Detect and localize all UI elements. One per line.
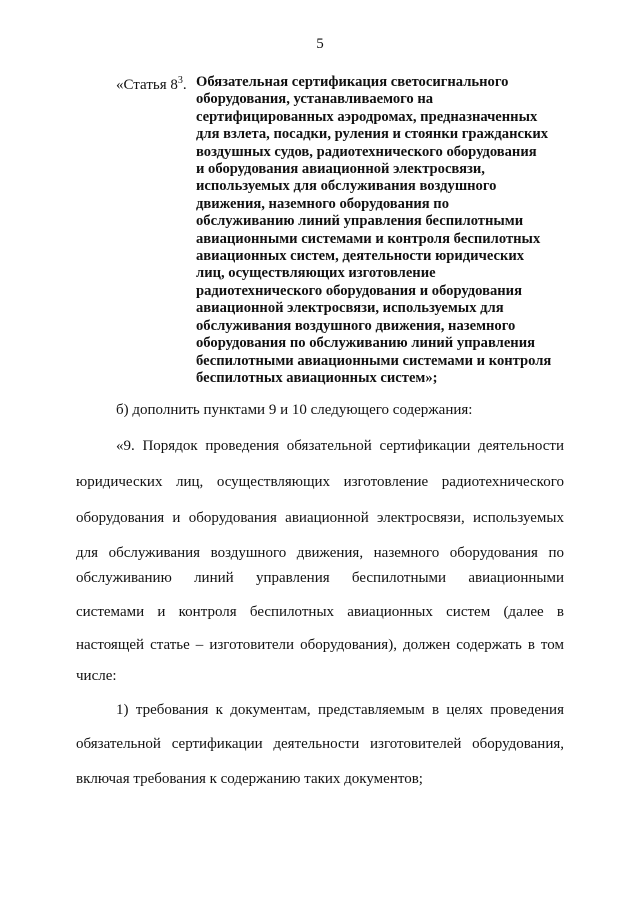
subpoint-1-line: включая требования к содержанию таких документов;	[76, 771, 423, 787]
article-label-suffix: .	[182, 77, 187, 93]
subpoint-1-line: 1) требования к документам, представляемым в целях проведения	[116, 702, 564, 718]
paragraph-b: б) дополнить пунктами 9 и 10 следующего содержания:	[116, 402, 473, 418]
article-title-line: обслуживанию линий управления беспилотными	[196, 213, 524, 230]
article-title-line: лиц, осуществляющих изготовление	[196, 265, 436, 282]
article-title-line: воздушных судов, радиотехнического оборудования	[196, 143, 537, 160]
article-title-line: для взлета, посадки, руления и стоянки гражданских	[196, 126, 549, 143]
article-label	[116, 75, 187, 94]
page-number: 5	[316, 36, 324, 52]
article-title	[196, 74, 576, 387]
point-9-line: юридических лиц, осуществляющих изготовление радиотехнического	[76, 474, 564, 490]
point-9-line: настоящей статье – изготовители оборудования), должен содержать в том	[76, 637, 564, 653]
point-9-line: «9. Порядок проведения обязательной сертификации деятельности	[116, 438, 564, 454]
article-title-line: авиационных систем, деятельности юридических	[196, 248, 525, 265]
article-title-line: используемых для обслуживания воздушного	[196, 178, 497, 195]
article-title-line: беспилотными авиационными системами и контроля	[196, 352, 552, 369]
article-title-line: радиотехнического оборудования и оборудования	[196, 282, 522, 299]
article-title-line: авиационной электросвязи, используемых для	[196, 300, 504, 317]
point-9-line: оборудования и оборудования авиационной электросвязи, используемых	[76, 510, 564, 526]
article-label-superscript: 3	[177, 75, 183, 86]
point-9-line: для обслуживания воздушного движения, наземного оборудования по	[76, 545, 564, 561]
article-title-line: движения, наземного оборудования по	[196, 195, 450, 212]
article-title-line: оборудования, устанавливаемого на	[196, 91, 434, 108]
point-9-line: числе:	[76, 668, 117, 684]
article-title-line: беспилотных авиационных систем»;	[196, 369, 438, 386]
article-title-line: сертифицированных аэродромах, предназначенных	[196, 108, 538, 125]
subpoint-1-line: обязательной сертификации деятельности изготовителей оборудования,	[76, 736, 564, 752]
article-title-line: оборудования по обслуживанию линий управления	[196, 335, 536, 352]
article-title-line: и оборудования авиационной электросвязи,	[196, 161, 485, 178]
article-title-line: обслуживания воздушного движения, наземного	[196, 317, 516, 334]
article-label-text: «Статья 8	[116, 77, 178, 93]
article-title-line: авиационными системами и контроля беспилотных	[196, 230, 541, 247]
article-title-line: Обязательная сертификация светосигнального	[196, 74, 509, 90]
point-9-line: обслуживанию линий управления беспилотными авиационными	[76, 570, 564, 586]
point-9-line: системами и контроля беспилотных авиационных систем (далее в	[76, 604, 564, 620]
